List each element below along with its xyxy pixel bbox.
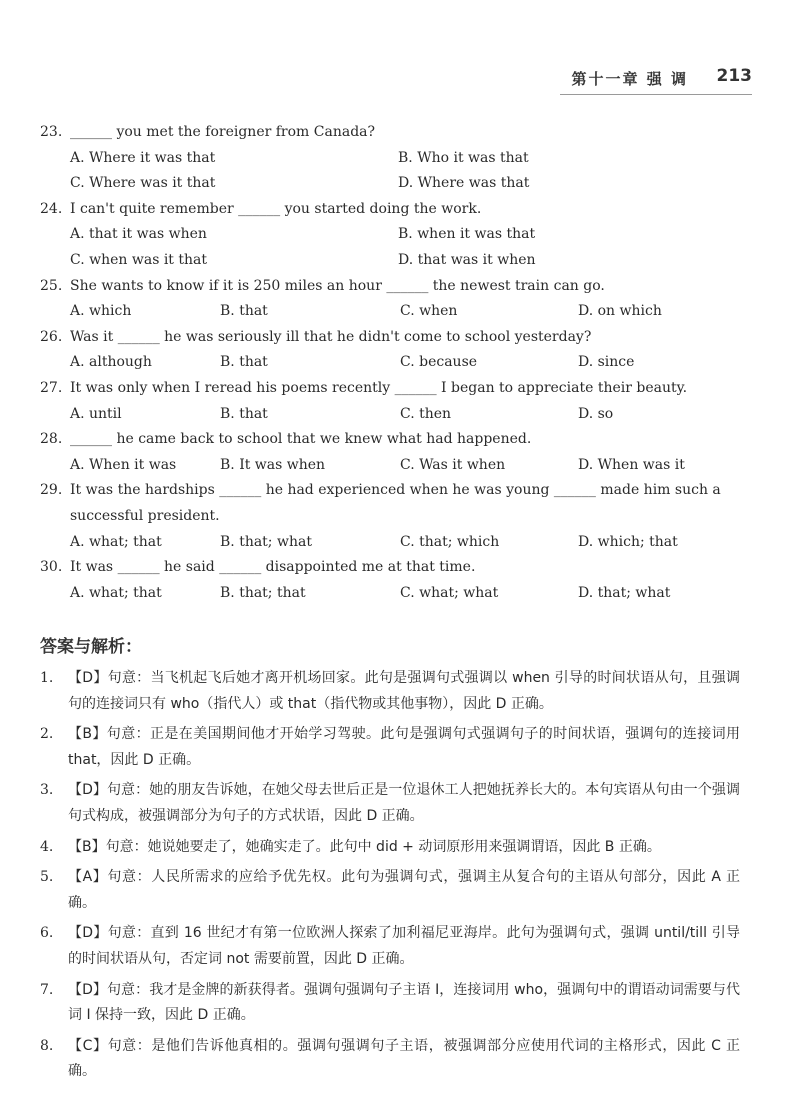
option-a: A. which [70,303,132,320]
question-24 [40,197,740,274]
question-number: 30. [40,559,63,576]
option-b: B. that; that [220,584,306,601]
option-d: D. Where was that [398,175,530,192]
answer-list [40,666,740,1090]
answer-number: 7. [40,981,54,998]
chapter-title: 第十一章 强 调 [571,70,688,88]
question-26 [40,325,740,376]
option-b: B. Who it was that [398,149,529,166]
answers-heading: 答案与解析： [40,637,142,657]
question-number: 23. [40,124,63,140]
question-27 [40,376,740,427]
option-d: D. since [578,354,635,371]
question-29 [40,478,740,555]
option-c: C. Was it when [400,456,506,473]
answer-text: 【D】句意：我才是金牌的新获得者。强调句强调句子主语 I，连接词用 who，强调句中的谓语动词需要与代词 I 保持一致，因此 D 正确。 [68,981,740,1024]
answer-item [40,835,740,861]
answer-number: 5. [40,869,54,886]
option-c: C. when was it that [70,251,207,268]
question-number: 24. [40,200,63,217]
answer-text: 【A】句意：人民所需求的应给予优先权。此句为强调句式，强调主从复合句的主语从句部分，因此 A 正确。 [68,869,740,911]
option-a: A. When it was [70,456,177,473]
option-a: A. that it was when [70,226,207,243]
option-c: C. because [400,354,478,371]
option-b: B. that [220,354,268,371]
question-stem: ______ he came back to school that we knew what had happened. [70,431,532,448]
answer-text: 【B】句意：正是在美国期间他才开始学习驾驶。此句是强调句式强调句子的时间状语，强调句的连接词用 that，因此 D 正确。 [68,726,740,768]
option-b: B. when it was that [398,226,536,243]
option-d: D. When was it [578,456,685,473]
question-number: 27. [40,379,63,396]
answer-text: 【D】句意：当飞机起飞后她才离开机场回家。此句是强调句式强调以 when 引导的时间状语从句，且强调句的连接词只有 who（指代人）或 that（指代物或其他事物），因此 D 正确。 [68,670,740,712]
answer-item [40,722,740,773]
option-b: B. that [220,405,268,422]
answer-number: 4. [40,838,54,855]
question-stem: Was it ______ he was seriously ill that he didn't come to school yesterday? [70,328,592,345]
question-30 [40,555,740,606]
question-stem: It was only when I reread his poems recently ______ I began to appreciate their beauty. [70,379,688,396]
question-stem: It was the hardships ______ he had experienced when he was young ______ made him such a successful president. [70,482,721,524]
answer-number: 2. [40,726,54,743]
answer-text: 【D】句意：她的朋友告诉她，在她父母去世后正是一位退休工人把她抚养长大的。本句宾语从句由一个强调句式构成，被强调部分为句子的方式状语，因此 D 正确。 [68,782,740,824]
question-23 [40,120,740,197]
option-a: A. what; that [70,584,162,601]
option-b: B. It was when [220,456,326,473]
page-header [560,66,752,95]
option-c: C. then [400,405,452,422]
answer-item [40,666,740,717]
option-d: D. which; that [578,533,678,550]
option-b: B. that; what [220,533,312,550]
question-stem: It was ______ he said ______ disappointed me at that time. [70,559,476,576]
answer-item [40,978,740,1029]
option-a: A. until [70,405,122,422]
question-list [40,120,740,606]
question-stem: ______ you met the foreigner from Canada? [70,124,376,140]
question-25 [40,274,740,325]
option-d: D. on which [578,303,662,320]
option-c: C. what; what [400,584,499,601]
answer-number: 6. [40,925,54,942]
answer-item [40,778,740,829]
option-d: D. that; what [578,584,671,601]
option-a: A. Where it was that [70,149,216,166]
option-c: C. that; which [400,533,500,550]
question-28 [40,427,740,478]
question-number: 28. [40,431,63,448]
question-number: 29. [40,482,63,499]
answer-item [40,1034,740,1085]
answer-number: 8. [40,1037,54,1054]
answer-item [40,865,740,916]
option-d: D. so [578,405,614,422]
question-number: 25. [40,277,63,294]
question-number: 26. [40,328,63,345]
answer-text: 【B】句意：她说她要走了，她确实走了。此句中 did + 动词原形用来强调谓语，因此 B 正确。 [68,838,661,855]
question-stem: I can't quite remember ______ you started doing the work. [70,200,482,217]
option-d: D. that was it when [398,251,536,268]
option-b: B. that [220,303,268,320]
option-a: A. although [70,354,152,371]
option-c: C. Where was it that [70,175,216,192]
answer-item [40,921,740,972]
question-stem: She wants to know if it is 250 miles an hour ______ the newest train can go. [70,277,605,294]
answer-number: 3. [40,782,54,799]
answer-number: 1. [40,670,54,686]
option-c: C. when [400,303,458,320]
answer-text: 【C】句意：是他们告诉他真相的。强调句强调句子主语，被强调部分应使用代词的主格形式，因此 C 正确。 [68,1037,740,1080]
option-a: A. what; that [70,533,162,550]
answer-text: 【D】句意：直到 16 世纪才有第一位欧洲人探索了加利福尼亚海岸。此句为强调句式，强调 until/till 引导的时间状语从句，否定词 not 需要前置，因此 D 正确。 [68,925,740,967]
page-number: 213 [716,66,752,86]
